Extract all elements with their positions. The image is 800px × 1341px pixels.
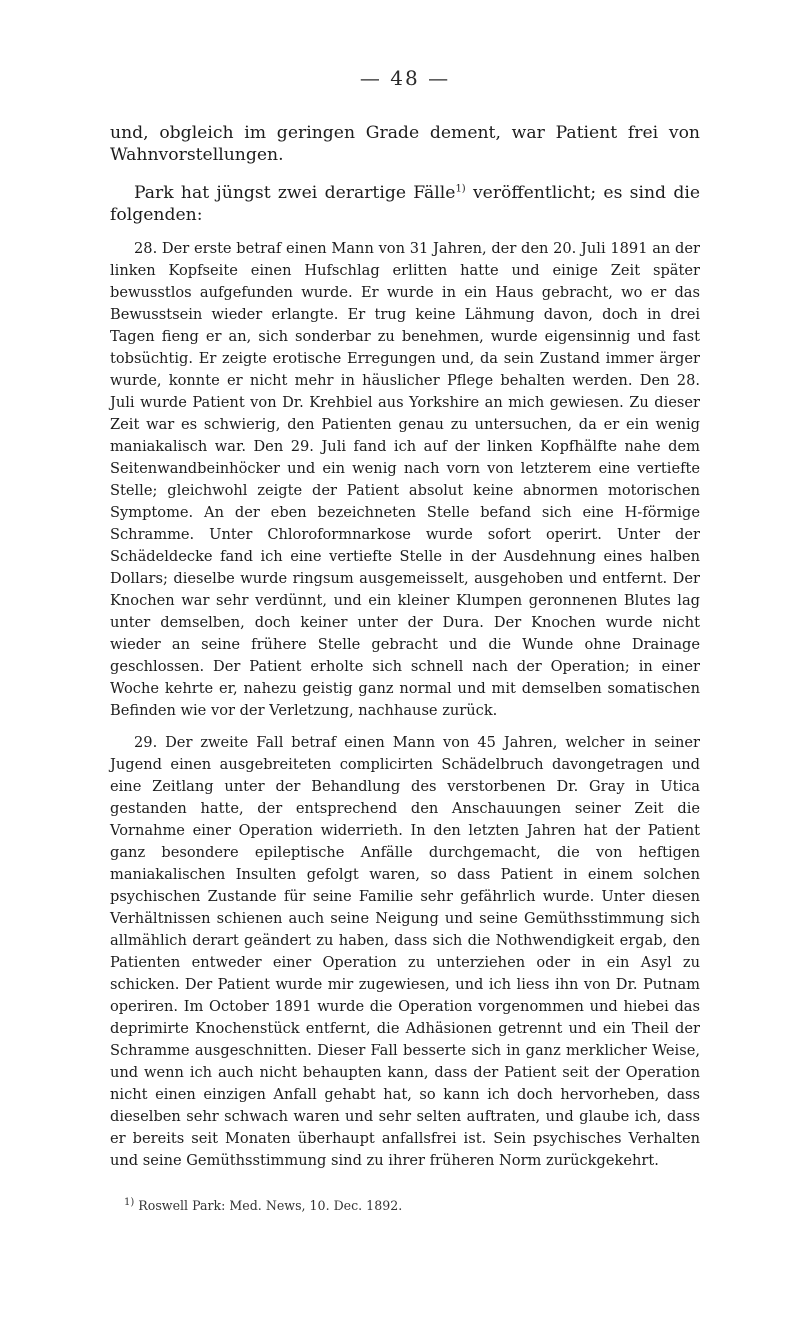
case-28-paragraph: 28. Der erste betraf einen Mann von 31 Jahren, der den 20. Juli 1891 an der linken Kopfseite einen Hufschlag erlitten hatte und einige Zeit später bewusstlos aufgefunden wurde. Er wurde in ein Haus gebracht, wo er das Bewusstsein wieder erlangte. Er trug keine Lähmung davon, doch in drei Tagen fieng er an, sich sonderbar zu benehmen, wurde eigensinnig und fast tobsüchtig. Er zeigte erotische Erregungen und, da sein Zustand immer ärger wurde, konnte er nicht mehr in häuslicher Pflege behalten werden. Den 28. Juli wurde Patient von Dr. Krehbiel aus Yorkshire an mich gewiesen. Zu dieser Zeit war es schwierig, den Patienten genau zu untersuchen, da er ein wenig maniakalisch war. Den 29. Juli fand ich auf der linken Kopfhälfte nahe dem Seitenwandbeinhöcker und ein wenig nach vorn von letzterem eine vertiefte Stelle; gleichwohl zeigte der Patient absolut keine abnormen motorischen Symptome. An der eben bezeichneten Stelle befand sich eine H-förmige Schramme. Unter Chloroformnarkose wurde sofort operirt. Unter der Schädeldecke fand ich eine vertiefte Stelle in der Ausdehnung eines halben Dollars; dieselbe wurde ringsum ausgemeisselt, ausgehoben und entfernt. Der Knochen war sehr verdünnt, und ein kleiner Klumpen geronnenen Blutes lag unter demselben, doch keiner unter der Dura. Der Knochen wurde nicht wieder an seine frühere Stelle gebracht und die Wunde ohne Drainage geschlossen. Der Patient erholte sich schnell nach der Operation; in einer Woche kehrte er, nahezu geistig ganz normal und mit demselben somatischen Befinden wie vor der Verletzung, nachhause zurück. bbox=[110, 240, 700, 719]
paragraph-continuation: und, obgleich im geringen Grade dement, war Patient frei von Wahnvorstellungen. bbox=[110, 123, 700, 165]
book-page bbox=[110, 66, 700, 1214]
page-number: — 48 — bbox=[359, 66, 451, 90]
footnote-text: Roswell Park: Med. News, 10. Dec. 1892. bbox=[134, 1198, 403, 1213]
paragraph-intro bbox=[110, 182, 700, 226]
footnote bbox=[110, 1198, 700, 1214]
intro-text-end: veröffentlicht; es sind die folgenden: bbox=[110, 183, 700, 225]
footnote-marker: 1) bbox=[124, 1196, 135, 1208]
case-29-paragraph: 29. Der zweite Fall betraf einen Mann von 45 Jahren, welcher in seiner Jugend einen ausgebreiteten complicirten Schädelbruch davongetragen und eine Zeitlang unter der Behandlung des verstorbenen Dr. Gray in Utica gestanden hatte, der entsprechend den Anschauungen seiner Zeit die Vornahme einer Operation widerrieth. In den letzten Jahren hat der Patient ganz besondere epileptische Anfälle durchgemacht, die von heftigen maniakalischen Insulten gefolgt waren, so dass Patient in einem solchen psychischen Zustande für seine Familie sehr gefährlich wurde. Unter diesen Verhältnissen schienen auch seine Neigung und seine Gemüthsstimmung sich allmählich derart geändert zu haben, dass sich die Nothwendigkeit ergab, den Patienten entweder einer Operation zu unterziehen oder in ein Asyl zu schicken. Der Patient wurde mir zugewiesen, und ich liess ihn von Dr. Putnam operiren. Im October 1891 wurde die Operation vorgenommen und hiebei das deprimirte Knochenstück entfernt, die Adhäsionen getrennt und ein Theil der Schramme ausgeschnitten. Dieser Fall besserte sich in ganz merklicher Weise, und wenn ich auch nicht behaupten kann, dass der Patient seit der Operation nicht einen einzigen Anfall gehabt hat, so kann ich doch hervorheben, dass dieselben sehr schwach waren und sehr selten auftraten, und glaube ich, dass er bereits seit Monaten überhaupt anfallsfrei ist. Sein psychisches Verhalten und seine Gemüthsstimmung sind zu ihrer früheren Norm zurückgekehrt. bbox=[110, 734, 700, 1169]
intro-text: Park hat jüngst zwei derartige Fälle bbox=[134, 183, 456, 203]
footnote-reference: 1) bbox=[455, 183, 466, 195]
